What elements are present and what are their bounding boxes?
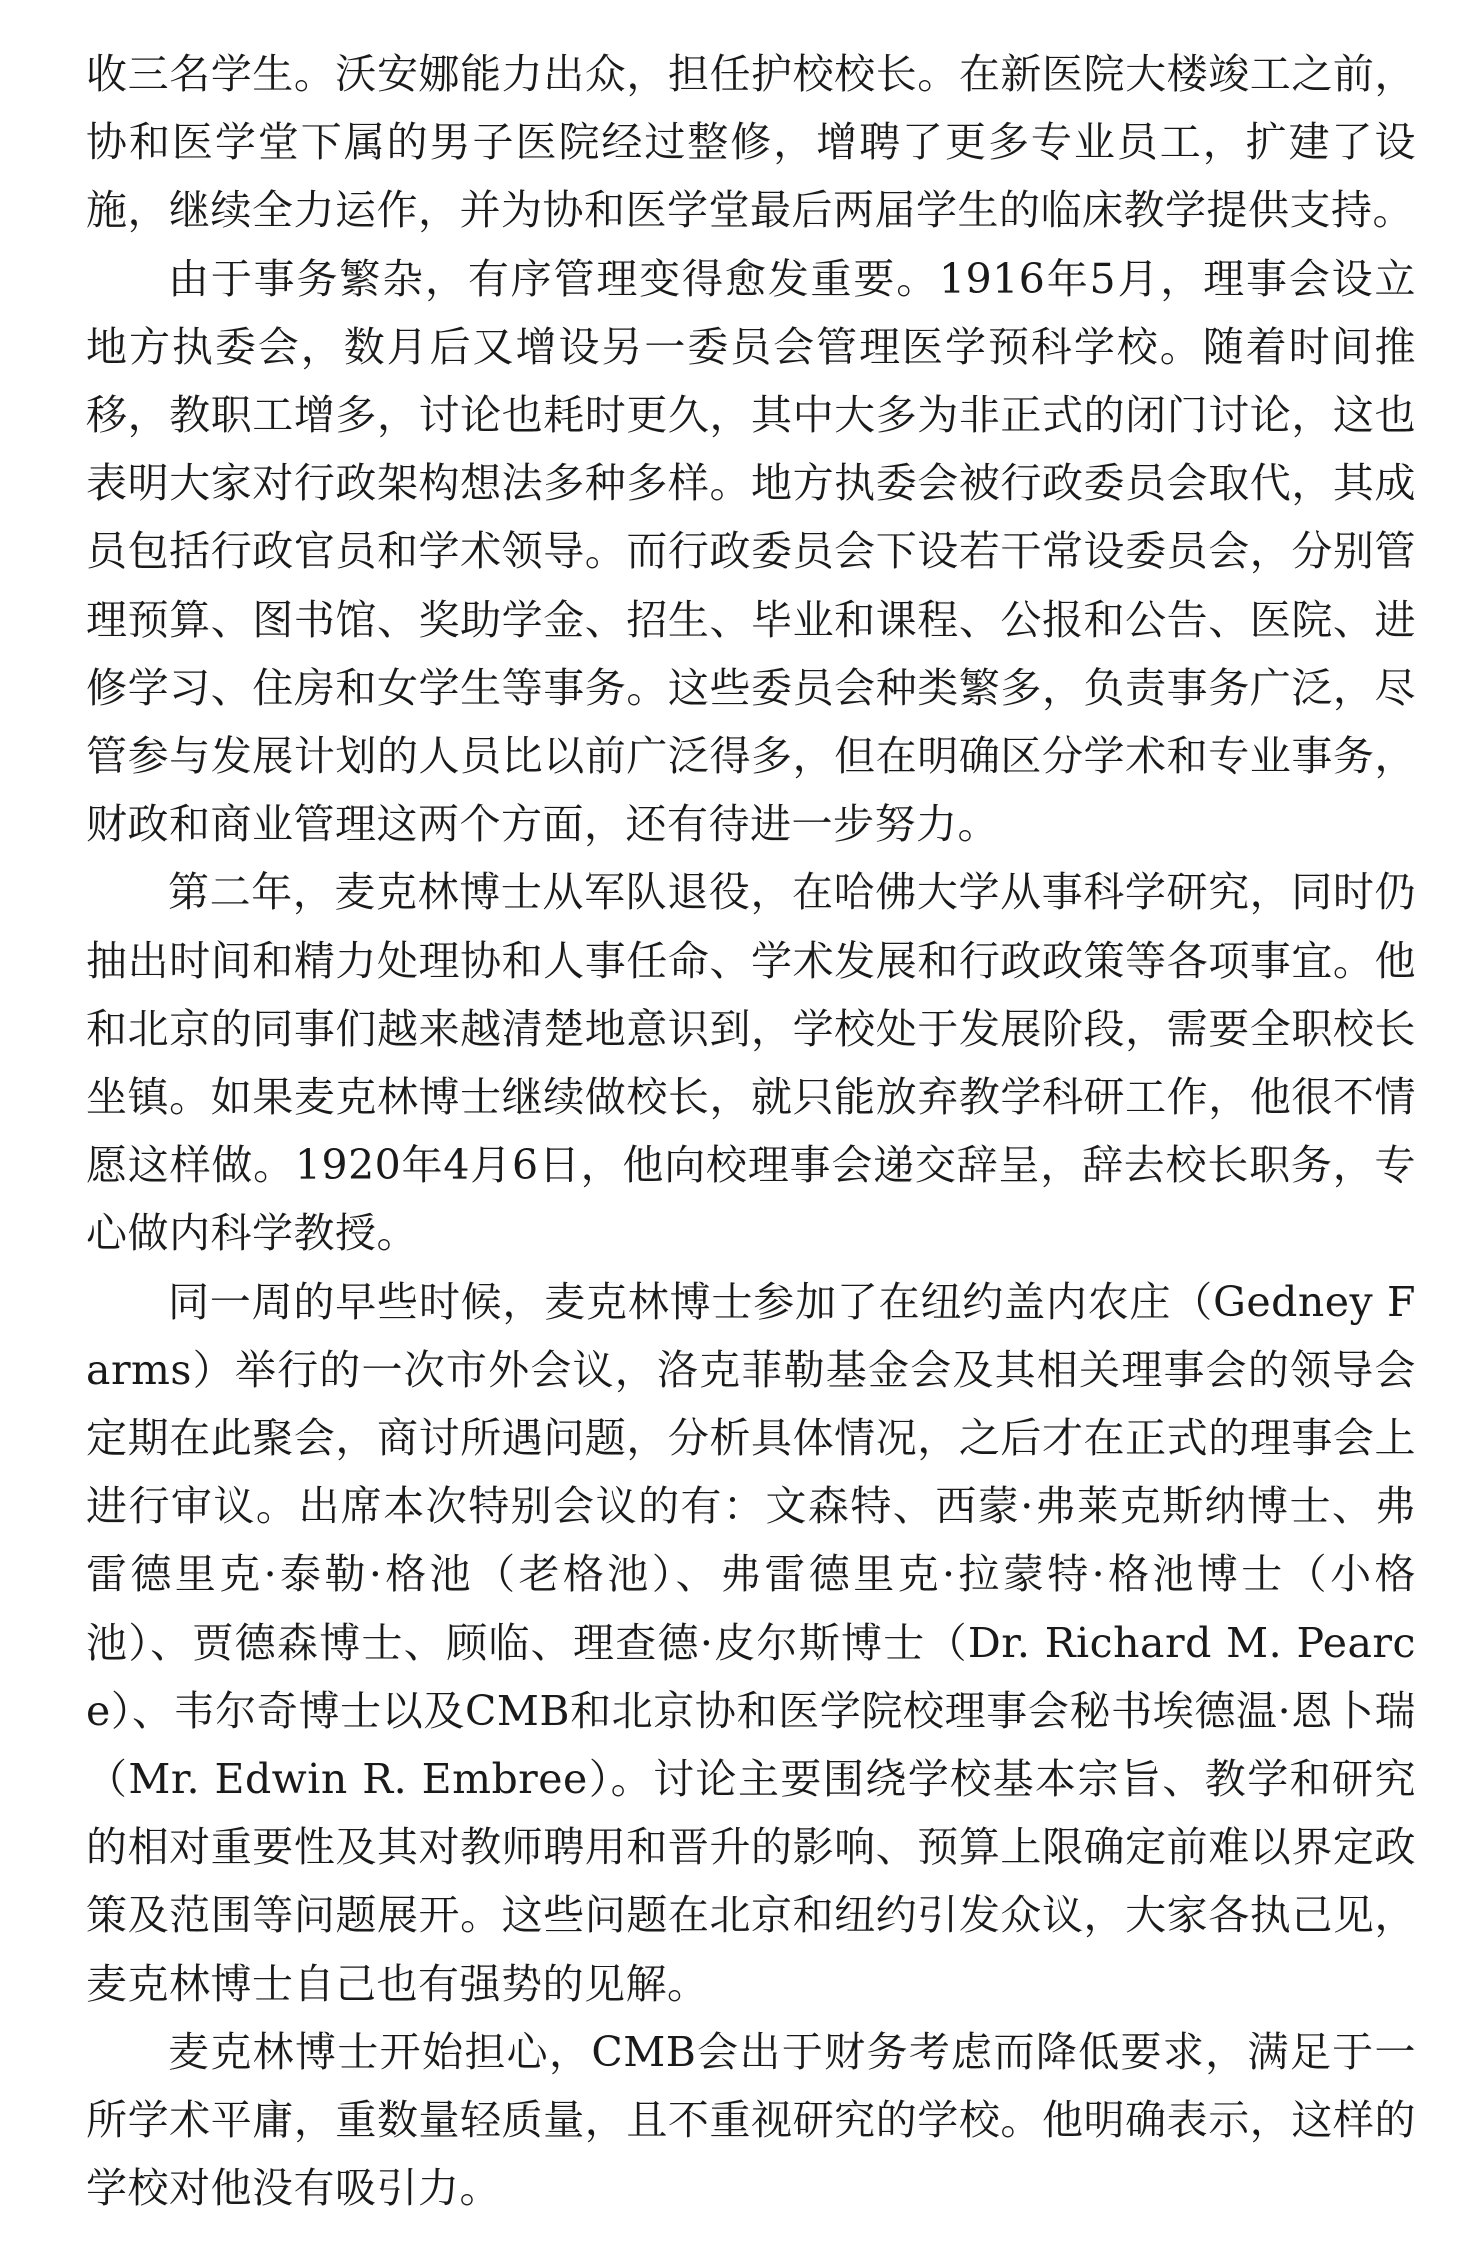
paragraph-4: 同一周的早些时候，麦克林博士参加了在纽约盖内农庄（Gedney Farms）举行的一次市外会议，洛克菲勒基金会及其相关理事会的领导会定期在此聚会，商讨所遇问题，分析具体情况，之后才在正式的理事会上进行审议。出席本次特别会议的有：文森特、西蒙·弗莱克斯纳博士、弗雷德里克·泰勒·格池（老格池）、弗雷德里克·拉蒙特·格池博士（小格池）、贾德森博士、顾临、理查德·皮尔斯博士（Dr. Richard M. Pearce）、韦尔奇博士以及CMB和北京协和医学院校理事会秘书埃德温·恩卜瑞（Mr. Edwin R. Embree）。讨论主要围绕学校基本宗旨、教学和研究的相对重要性及其对教师聘用和晋升的影响、预算上限确定前难以界定政策及范围等问题展开。这些问题在北京和纽约引发众议，大家各执己见，麦克林博士自己也有强势的见解。	[86, 1277, 1416, 2008]
paragraph-5: 麦克林博士开始担心，CMB会出于财务考虑而降低要求，满足于一所学术平庸，重数量轻质量，且不重视研究的学校。他明确表示，这样的学校对他没有吸引力。	[86, 2027, 1416, 2213]
paragraph-3: 第二年，麦克林博士从军队退役，在哈佛大学从事科学研究，同时仍抽出时间和精力处理协和人事任命、学术发展和行政政策等各项事宜。他和北京的同事们越来越清楚地意识到，学校处于发展阶段，需要全职校长坐镇。如果麦克林博士继续做校长，就只能放弃教学科研工作，他很不情愿这样做。1920年4月6日，他向校理事会递交辞呈，辞去校长职务，专心做内科学教授。	[86, 868, 1416, 1258]
book-page	[86, 40, 1416, 2223]
paragraph-1: 收三名学生。沃安娜能力出众，担任护校校长。在新医院大楼竣工之前，协和医学堂下属的男子医院经过整修，增聘了更多专业员工，扩建了设施，继续全力运作，并为协和医学堂最后两届学生的临床教学提供支持。	[86, 50, 1416, 235]
paragraph-2: 由于事务繁杂，有序管理变得愈发重要。1916年5月，理事会设立地方执委会，数月后又增设另一委员会管理医学预科学校。随着时间推移，教职工增多，讨论也耗时更久，其中大多为非正式的闭门讨论，这也表明大家对行政架构想法多种多样。地方执委会被行政委员会取代，其成员包括行政官员和学术领导。而行政委员会下设若干常设委员会，分别管理预算、图书馆、奖助学金、招生、毕业和课程、公报和公告、医院、进修学习、住房和女学生等事务。这些委员会种类繁多，负责事务广泛，尽管参与发展计划的人员比以前广泛得多，但在明确区分学术和专业事务，财政和商业管理这两个方面，还有待进一步努力。	[86, 254, 1416, 849]
